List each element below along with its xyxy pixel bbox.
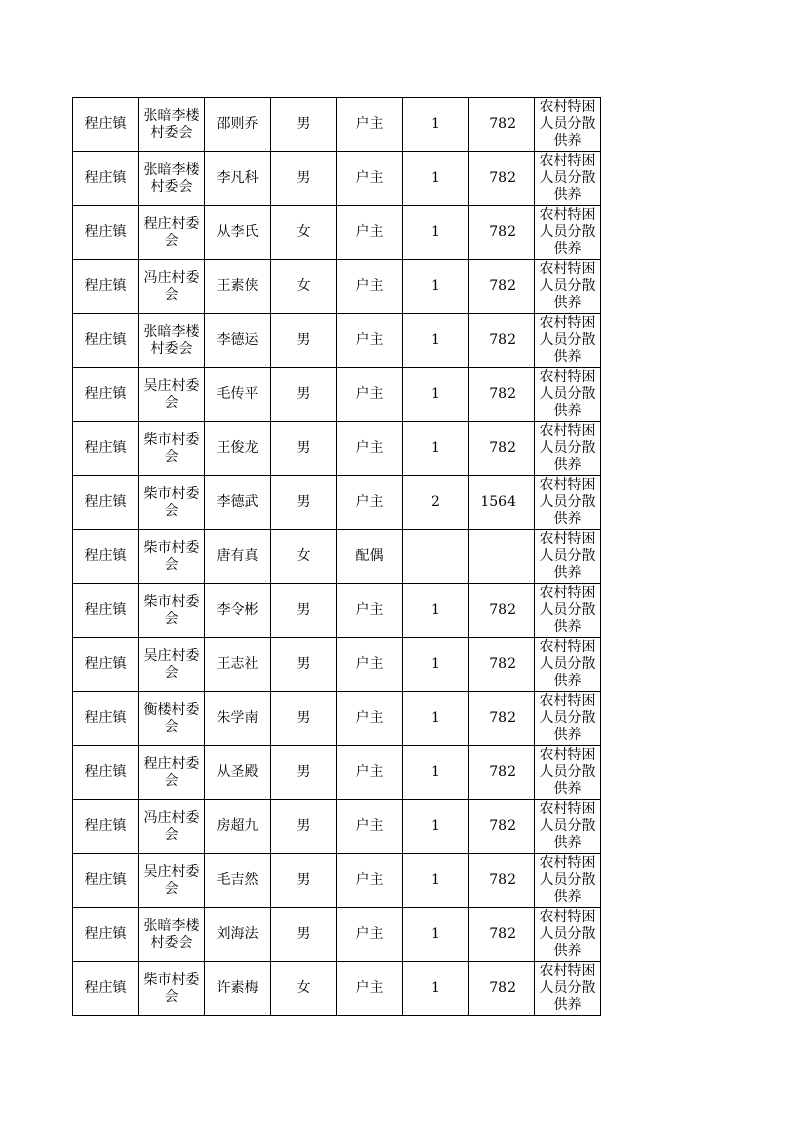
town-cell: 程庄镇 bbox=[73, 908, 139, 962]
village-committee-cell: 柴市村委会 bbox=[139, 530, 205, 584]
village-committee-cell: 冯庄村委会 bbox=[139, 800, 205, 854]
village-committee-cell: 柴市村委会 bbox=[139, 584, 205, 638]
amount-cell: 782 bbox=[469, 206, 535, 260]
table-row bbox=[73, 584, 601, 638]
village-committee-cell: 柴市村委会 bbox=[139, 422, 205, 476]
person-name-cell: 李凡科 bbox=[205, 152, 271, 206]
support-category-cell: 农村特困人员分散供养 bbox=[535, 152, 601, 206]
town-cell: 程庄镇 bbox=[73, 962, 139, 1016]
town-cell: 程庄镇 bbox=[73, 422, 139, 476]
household-relation-cell: 户主 bbox=[337, 746, 403, 800]
table-row bbox=[73, 638, 601, 692]
person-name-cell: 王素侠 bbox=[205, 260, 271, 314]
household-count-cell: 1 bbox=[403, 584, 469, 638]
person-name-cell: 毛吉然 bbox=[205, 854, 271, 908]
gender-cell: 男 bbox=[271, 692, 337, 746]
village-committee-cell: 冯庄村委会 bbox=[139, 260, 205, 314]
household-relation-cell: 户主 bbox=[337, 692, 403, 746]
household-count-cell: 1 bbox=[403, 800, 469, 854]
gender-cell: 男 bbox=[271, 908, 337, 962]
gender-cell: 男 bbox=[271, 152, 337, 206]
person-name-cell: 从李氏 bbox=[205, 206, 271, 260]
household-relation-cell: 户主 bbox=[337, 368, 403, 422]
relief-roster-table bbox=[72, 97, 601, 1016]
household-relation-cell: 户主 bbox=[337, 422, 403, 476]
household-relation-cell: 户主 bbox=[337, 584, 403, 638]
table-row bbox=[73, 476, 601, 530]
household-count-cell: 1 bbox=[403, 746, 469, 800]
amount-cell: 782 bbox=[469, 422, 535, 476]
household-count-cell: 1 bbox=[403, 692, 469, 746]
household-count-cell: 1 bbox=[403, 314, 469, 368]
gender-cell: 男 bbox=[271, 476, 337, 530]
village-committee-cell: 程庄村委会 bbox=[139, 206, 205, 260]
household-relation-cell: 配偶 bbox=[337, 530, 403, 584]
household-count-cell: 1 bbox=[403, 206, 469, 260]
gender-cell: 男 bbox=[271, 368, 337, 422]
household-count-cell: 1 bbox=[403, 638, 469, 692]
household-relation-cell: 户主 bbox=[337, 638, 403, 692]
person-name-cell: 邵则乔 bbox=[205, 98, 271, 152]
gender-cell: 男 bbox=[271, 746, 337, 800]
gender-cell: 男 bbox=[271, 638, 337, 692]
village-committee-cell: 衡楼村委会 bbox=[139, 692, 205, 746]
support-category-cell: 农村特困人员分散供养 bbox=[535, 368, 601, 422]
gender-cell: 男 bbox=[271, 314, 337, 368]
amount-cell: 782 bbox=[469, 908, 535, 962]
household-relation-cell: 户主 bbox=[337, 908, 403, 962]
support-category-cell: 农村特困人员分散供养 bbox=[535, 638, 601, 692]
gender-cell: 男 bbox=[271, 854, 337, 908]
person-name-cell: 毛传平 bbox=[205, 368, 271, 422]
household-count-cell: 1 bbox=[403, 152, 469, 206]
household-relation-cell: 户主 bbox=[337, 854, 403, 908]
amount-cell: 782 bbox=[469, 692, 535, 746]
table-row bbox=[73, 962, 601, 1016]
table-row bbox=[73, 908, 601, 962]
table-row bbox=[73, 854, 601, 908]
village-committee-cell: 张暗李楼村委会 bbox=[139, 98, 205, 152]
support-category-cell: 农村特困人员分散供养 bbox=[535, 422, 601, 476]
person-name-cell: 朱学南 bbox=[205, 692, 271, 746]
support-category-cell: 农村特困人员分散供养 bbox=[535, 98, 601, 152]
household-count-cell: 1 bbox=[403, 368, 469, 422]
gender-cell: 男 bbox=[271, 584, 337, 638]
amount-cell: 782 bbox=[469, 746, 535, 800]
person-name-cell: 许素梅 bbox=[205, 962, 271, 1016]
town-cell: 程庄镇 bbox=[73, 584, 139, 638]
village-committee-cell: 吴庄村委会 bbox=[139, 854, 205, 908]
gender-cell: 女 bbox=[271, 260, 337, 314]
household-count-cell bbox=[403, 530, 469, 584]
village-committee-cell: 吴庄村委会 bbox=[139, 368, 205, 422]
gender-cell: 女 bbox=[271, 206, 337, 260]
town-cell: 程庄镇 bbox=[73, 692, 139, 746]
person-name-cell: 唐有真 bbox=[205, 530, 271, 584]
town-cell: 程庄镇 bbox=[73, 530, 139, 584]
town-cell: 程庄镇 bbox=[73, 206, 139, 260]
household-count-cell: 1 bbox=[403, 962, 469, 1016]
person-name-cell: 王志社 bbox=[205, 638, 271, 692]
household-count-cell: 1 bbox=[403, 260, 469, 314]
amount-cell: 782 bbox=[469, 152, 535, 206]
person-name-cell: 李令彬 bbox=[205, 584, 271, 638]
town-cell: 程庄镇 bbox=[73, 314, 139, 368]
support-category-cell: 农村特困人员分散供养 bbox=[535, 746, 601, 800]
town-cell: 程庄镇 bbox=[73, 854, 139, 908]
gender-cell: 男 bbox=[271, 98, 337, 152]
town-cell: 程庄镇 bbox=[73, 368, 139, 422]
amount-cell: 782 bbox=[469, 962, 535, 1016]
table-row bbox=[73, 530, 601, 584]
person-name-cell: 李德武 bbox=[205, 476, 271, 530]
amount-cell: 1564 bbox=[469, 476, 535, 530]
table-row bbox=[73, 152, 601, 206]
town-cell: 程庄镇 bbox=[73, 152, 139, 206]
household-relation-cell: 户主 bbox=[337, 260, 403, 314]
support-category-cell: 农村特困人员分散供养 bbox=[535, 314, 601, 368]
table-row bbox=[73, 314, 601, 368]
household-relation-cell: 户主 bbox=[337, 314, 403, 368]
village-committee-cell: 程庄村委会 bbox=[139, 746, 205, 800]
town-cell: 程庄镇 bbox=[73, 476, 139, 530]
person-name-cell: 李德运 bbox=[205, 314, 271, 368]
table-row bbox=[73, 206, 601, 260]
amount-cell: 782 bbox=[469, 98, 535, 152]
village-committee-cell: 吴庄村委会 bbox=[139, 638, 205, 692]
support-category-cell: 农村特困人员分散供养 bbox=[535, 260, 601, 314]
village-committee-cell: 张暗李楼村委会 bbox=[139, 314, 205, 368]
table-row bbox=[73, 260, 601, 314]
household-count-cell: 2 bbox=[403, 476, 469, 530]
support-category-cell: 农村特困人员分散供养 bbox=[535, 908, 601, 962]
person-name-cell: 房超九 bbox=[205, 800, 271, 854]
gender-cell: 男 bbox=[271, 800, 337, 854]
amount-cell: 782 bbox=[469, 854, 535, 908]
household-count-cell: 1 bbox=[403, 854, 469, 908]
person-name-cell: 从圣殿 bbox=[205, 746, 271, 800]
household-relation-cell: 户主 bbox=[337, 800, 403, 854]
village-committee-cell: 柴市村委会 bbox=[139, 962, 205, 1016]
person-name-cell: 王俊龙 bbox=[205, 422, 271, 476]
roster-table-body bbox=[73, 98, 601, 1016]
support-category-cell: 农村特困人员分散供养 bbox=[535, 584, 601, 638]
gender-cell: 男 bbox=[271, 422, 337, 476]
household-relation-cell: 户主 bbox=[337, 962, 403, 1016]
amount-cell bbox=[469, 530, 535, 584]
table-row bbox=[73, 368, 601, 422]
amount-cell: 782 bbox=[469, 584, 535, 638]
town-cell: 程庄镇 bbox=[73, 260, 139, 314]
person-name-cell: 刘海法 bbox=[205, 908, 271, 962]
town-cell: 程庄镇 bbox=[73, 746, 139, 800]
amount-cell: 782 bbox=[469, 800, 535, 854]
household-count-cell: 1 bbox=[403, 908, 469, 962]
village-committee-cell: 柴市村委会 bbox=[139, 476, 205, 530]
household-relation-cell: 户主 bbox=[337, 206, 403, 260]
household-count-cell: 1 bbox=[403, 422, 469, 476]
support-category-cell: 农村特困人员分散供养 bbox=[535, 530, 601, 584]
support-category-cell: 农村特困人员分散供养 bbox=[535, 854, 601, 908]
support-category-cell: 农村特困人员分散供养 bbox=[535, 962, 601, 1016]
village-committee-cell: 张暗李楼村委会 bbox=[139, 908, 205, 962]
support-category-cell: 农村特困人员分散供养 bbox=[535, 800, 601, 854]
village-committee-cell: 张暗李楼村委会 bbox=[139, 152, 205, 206]
table-row bbox=[73, 98, 601, 152]
amount-cell: 782 bbox=[469, 314, 535, 368]
household-relation-cell: 户主 bbox=[337, 476, 403, 530]
town-cell: 程庄镇 bbox=[73, 800, 139, 854]
table-row bbox=[73, 422, 601, 476]
support-category-cell: 农村特困人员分散供养 bbox=[535, 692, 601, 746]
support-category-cell: 农村特困人员分散供养 bbox=[535, 206, 601, 260]
town-cell: 程庄镇 bbox=[73, 98, 139, 152]
amount-cell: 782 bbox=[469, 638, 535, 692]
table-row bbox=[73, 800, 601, 854]
table-row bbox=[73, 746, 601, 800]
amount-cell: 782 bbox=[469, 368, 535, 422]
gender-cell: 女 bbox=[271, 962, 337, 1016]
table-row bbox=[73, 692, 601, 746]
household-count-cell: 1 bbox=[403, 98, 469, 152]
household-relation-cell: 户主 bbox=[337, 152, 403, 206]
amount-cell: 782 bbox=[469, 260, 535, 314]
support-category-cell: 农村特困人员分散供养 bbox=[535, 476, 601, 530]
gender-cell: 女 bbox=[271, 530, 337, 584]
town-cell: 程庄镇 bbox=[73, 638, 139, 692]
household-relation-cell: 户主 bbox=[337, 98, 403, 152]
